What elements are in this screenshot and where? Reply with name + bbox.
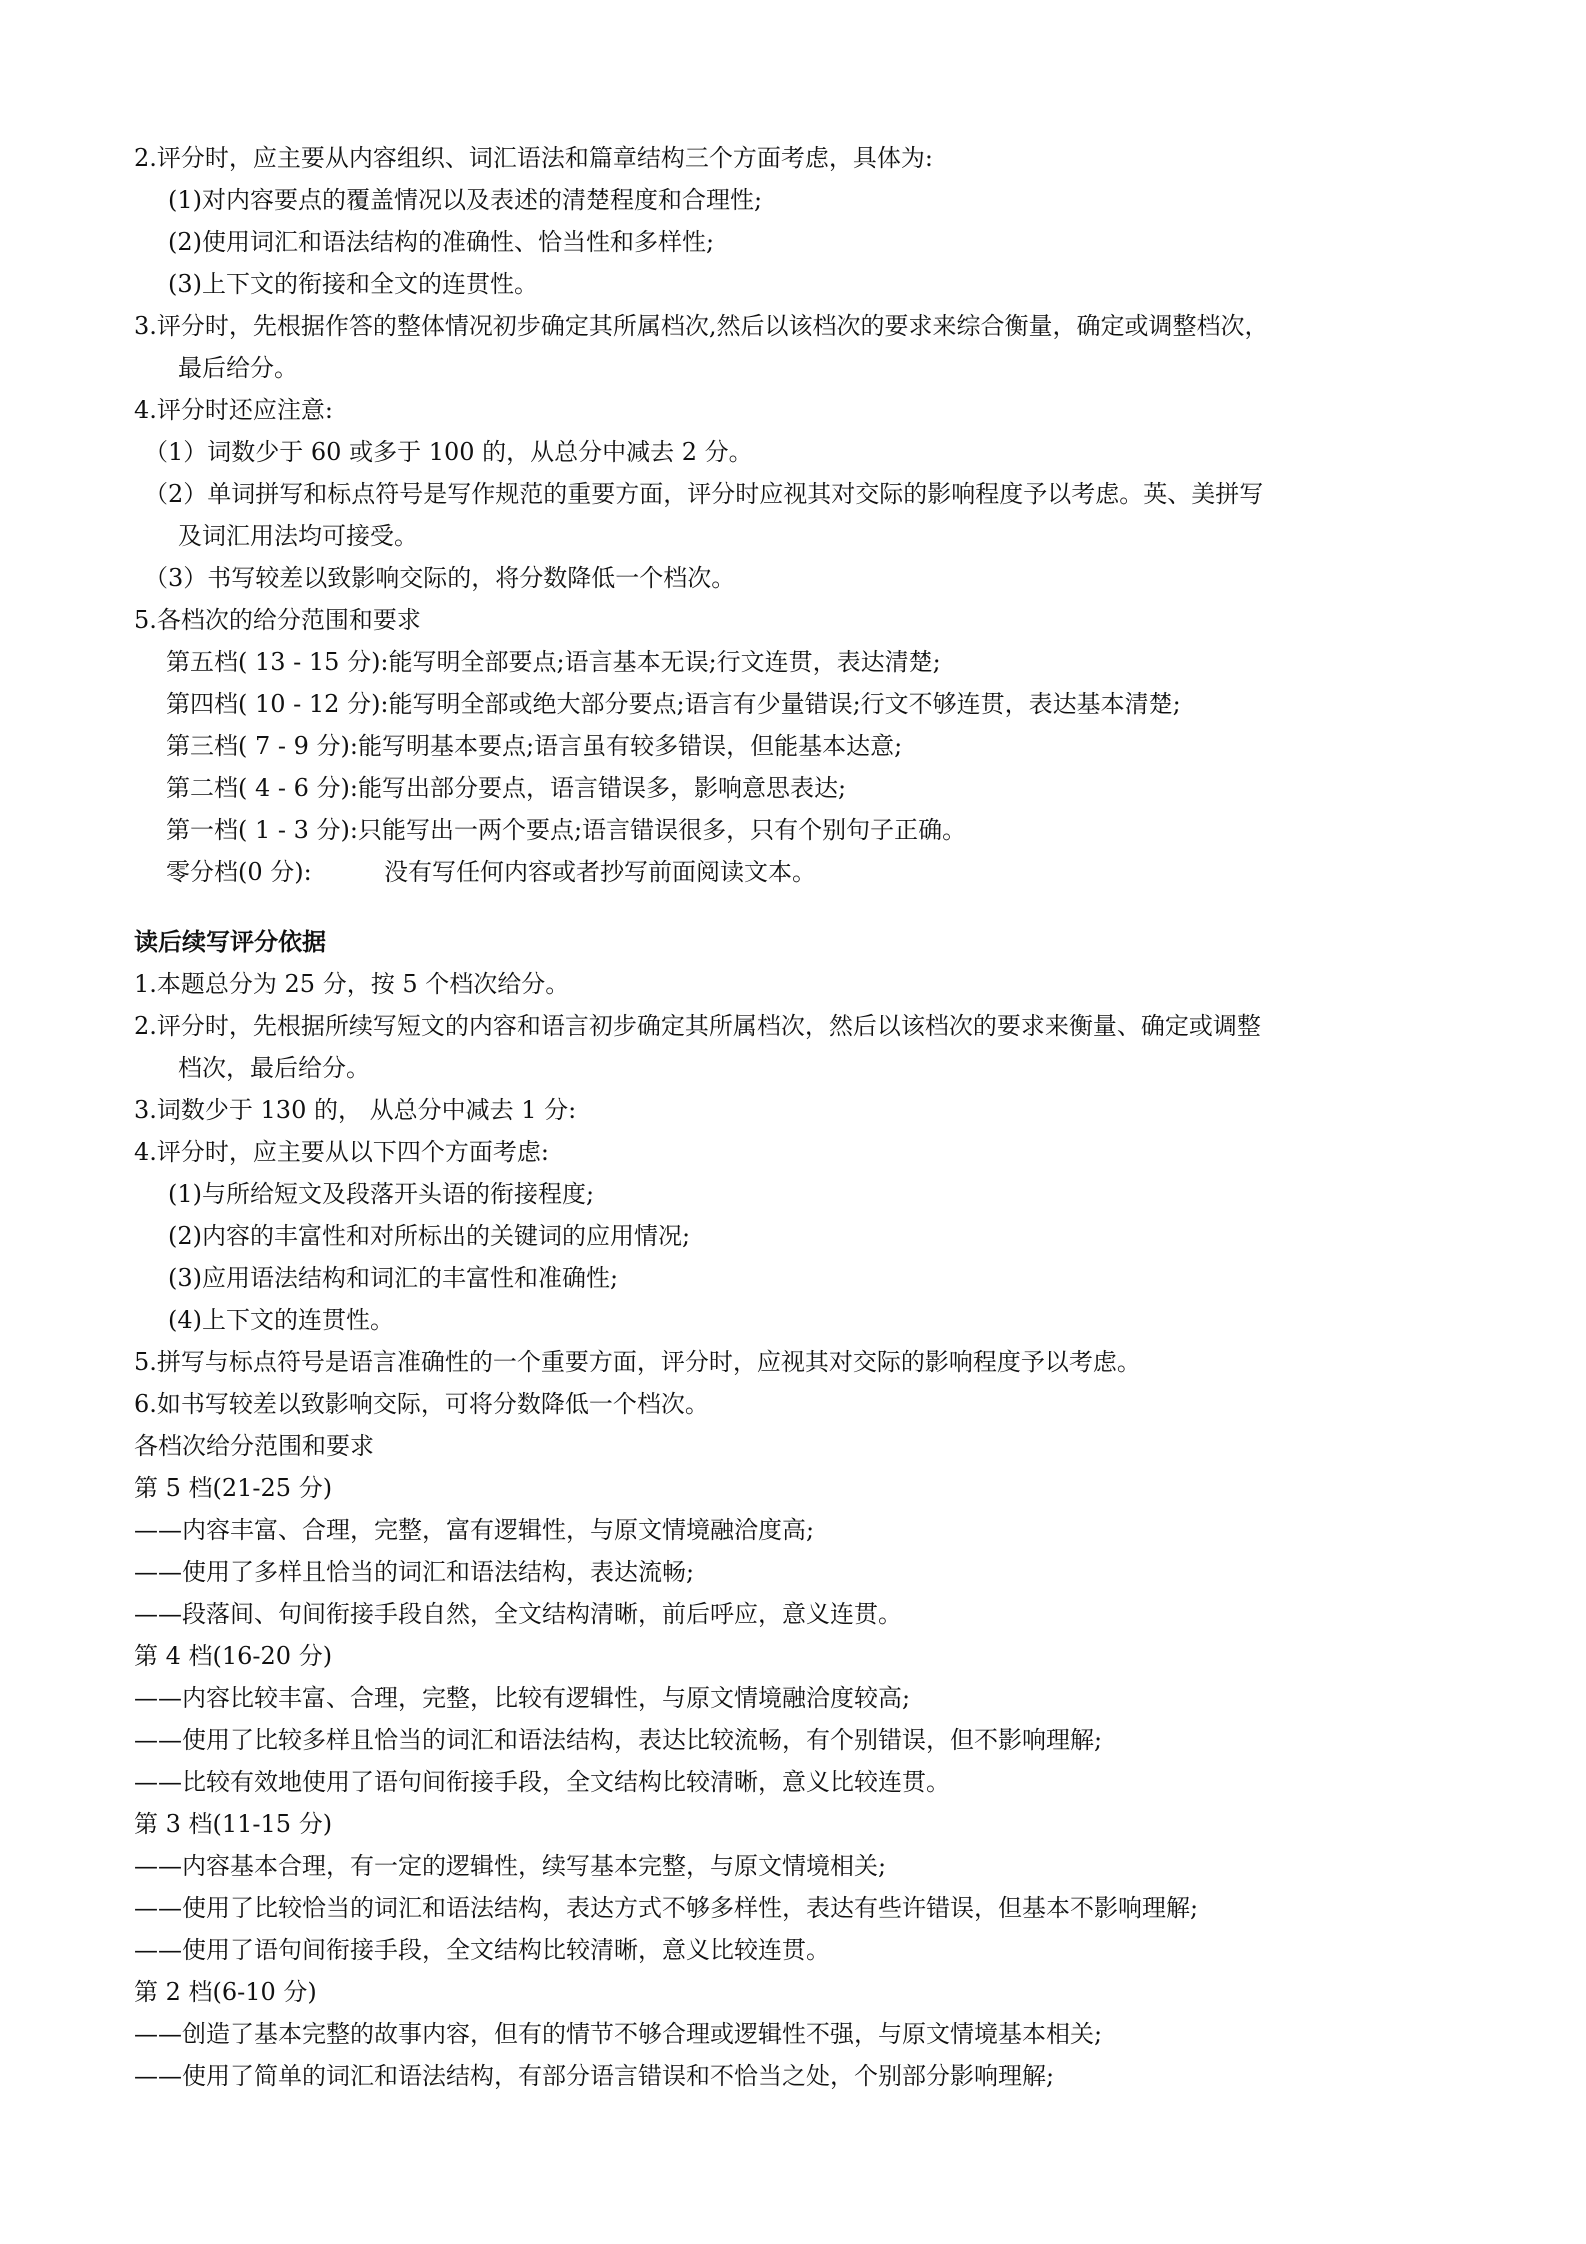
tier-description: 只能写出一两个要点;语言错误很多，只有个别句子正确。 xyxy=(357,816,967,844)
continuation-item-4-sub-4: (4)上下文的连贯性。 xyxy=(168,1306,394,1334)
criteria-item-4-sub-1: （1）词数少于 60 或多于 100 的，从总分中减去 2 分。 xyxy=(144,438,753,466)
tier-5-point: ——内容丰富、合理，完整，富有逻辑性，与原文情境融洽度高; xyxy=(134,1516,815,1544)
tier-row xyxy=(134,725,1464,767)
document-page xyxy=(134,137,1464,2097)
tier-3-title: 第 3 档(11-15 分) xyxy=(134,1810,333,1838)
criteria-item-2-sub-1: (1)对内容要点的覆盖情况以及表述的清楚程度和合理性; xyxy=(168,186,763,214)
tier-5-point: ——段落间、句间衔接手段自然，全文结构清晰，前后呼应，意义连贯。 xyxy=(134,1600,902,1628)
continuation-item-4: 4.评分时，应主要从以下四个方面考虑: xyxy=(134,1138,549,1166)
tier-row xyxy=(134,809,1464,851)
tier-4-point: ——使用了比较多样且恰当的词汇和语法结构，表达比较流畅，有个别错误，但不影响理解; xyxy=(134,1726,1103,1754)
criteria-item-2-sub-3: (3)上下文的衔接和全文的连贯性。 xyxy=(168,270,538,298)
tier-4-point: ——比较有效地使用了语句间衔接手段，全文结构比较清晰，意义比较连贯。 xyxy=(134,1768,950,1796)
tier-label: 零分档(0 分): xyxy=(166,858,312,886)
tier-row xyxy=(134,683,1464,725)
tier-5-point: ——使用了多样且恰当的词汇和语法结构，表达流畅; xyxy=(134,1558,695,1586)
tier-row xyxy=(134,641,1464,683)
tiers-title: 各档次给分范围和要求 xyxy=(134,1432,374,1460)
criteria-item-3-continued: 最后给分。 xyxy=(178,354,298,382)
tier-2-point: ——创造了基本完整的故事内容，但有的情节不够合理或逻辑性不强，与原文情境基本相关; xyxy=(134,2020,1103,2048)
criteria-item-4: 4.评分时还应注意: xyxy=(134,396,333,424)
tier-description: 能写出部分要点，语言错误多，影响意思表达; xyxy=(357,774,847,802)
continuation-item-5: 5.拼写与标点符号是语言准确性的一个重要方面，评分时，应视其对交际的影响程度予以考虑。 xyxy=(134,1348,1141,1376)
criteria-item-3: 3.评分时，先根据作答的整体情况初步确定其所属档次,然后以该档次的要求来综合衡量，确定或调整档次， xyxy=(134,312,1269,340)
criteria-item-5: 5.各档次的给分范围和要求 xyxy=(134,606,421,634)
tier-4-point: ——内容比较丰富、合理，完整，比较有逻辑性，与原文情境融洽度较高; xyxy=(134,1684,911,1712)
tier-row xyxy=(134,767,1464,809)
continuation-item-3: 3.词数少于 130 的， 从总分中减去 1 分: xyxy=(134,1096,577,1124)
tier-2-title: 第 2 档(6-10 分) xyxy=(134,1978,317,2006)
tier-row xyxy=(134,851,1464,893)
criteria-item-4-sub-2-continued: 及词汇用法均可接受。 xyxy=(178,522,418,550)
continuation-item-4-sub-2: (2)内容的丰富性和对所标出的关键词的应用情况; xyxy=(168,1222,691,1250)
continuation-item-1: 1.本题总分为 25 分，按 5 个档次给分。 xyxy=(134,970,570,998)
tier-description: 能写明全部或绝大部分要点;语言有少量错误;行文不够连贯，表达基本清楚; xyxy=(388,690,1181,718)
tier-5-title: 第 5 档(21-25 分) xyxy=(134,1474,333,1502)
continuation-item-4-sub-1: (1)与所给短文及段落开头语的衔接程度; xyxy=(168,1180,595,1208)
tier-label: 第三档( 7 - 9 分): xyxy=(166,732,358,760)
section-heading: 读后续写评分依据 xyxy=(134,927,326,956)
tier-label: 第四档( 10 - 12 分): xyxy=(166,690,389,718)
tier-label: 第一档( 1 - 3 分): xyxy=(166,816,358,844)
tier-label: 第五档( 13 - 15 分): xyxy=(166,648,389,676)
tier-2-point: ——使用了简单的词汇和语法结构，有部分语言错误和不恰当之处，个别部分影响理解; xyxy=(134,2062,1055,2090)
tier-3-point: ——使用了比较恰当的词汇和语法结构，表达方式不够多样性，表达有些许错误，但基本不影响理解; xyxy=(134,1894,1199,1922)
criteria-item-4-sub-3: （3）书写较差以致影响交际的，将分数降低一个档次。 xyxy=(144,564,736,592)
criteria-item-4-sub-2: （2）单词拼写和标点符号是写作规范的重要方面，评分时应视其对交际的影响程度予以考虑。英、美拼写 xyxy=(144,480,1264,508)
tier-3-point: ——内容基本合理，有一定的逻辑性，续写基本完整，与原文情境相关; xyxy=(134,1852,887,1880)
tier-3-point: ——使用了语句间衔接手段，全文结构比较清晰，意义比较连贯。 xyxy=(134,1936,830,1964)
continuation-item-4-sub-3: (3)应用语法结构和词汇的丰富性和准确性; xyxy=(168,1264,619,1292)
continuation-item-2: 2.评分时，先根据所续写短文的内容和语言初步确定其所属档次，然后以该档次的要求来衡量、确定或调整 xyxy=(134,1012,1261,1040)
tier-description: 能写明基本要点;语言虽有较多错误，但能基本达意; xyxy=(357,732,903,760)
section-spacer xyxy=(134,893,1464,921)
continuation-item-2-continued: 档次，最后给分。 xyxy=(178,1054,370,1082)
continuation-item-6: 6.如书写较差以致影响交际，可将分数降低一个档次。 xyxy=(134,1390,709,1418)
criteria-item-2-sub-2: (2)使用词汇和语法结构的准确性、恰当性和多样性; xyxy=(168,228,715,256)
tier-label: 第二档( 4 - 6 分): xyxy=(166,774,358,802)
tier-description: 能写明全部要点;语言基本无误;行文连贯，表达清楚; xyxy=(388,648,941,676)
criteria-item-2: 2.评分时，应主要从内容组织、词汇语法和篇章结构三个方面考虑，具体为: xyxy=(134,144,933,172)
tier-4-title: 第 4 档(16-20 分) xyxy=(134,1642,333,1670)
tier-description: 没有写任何内容或者抄写前面阅读文本。 xyxy=(384,858,816,886)
